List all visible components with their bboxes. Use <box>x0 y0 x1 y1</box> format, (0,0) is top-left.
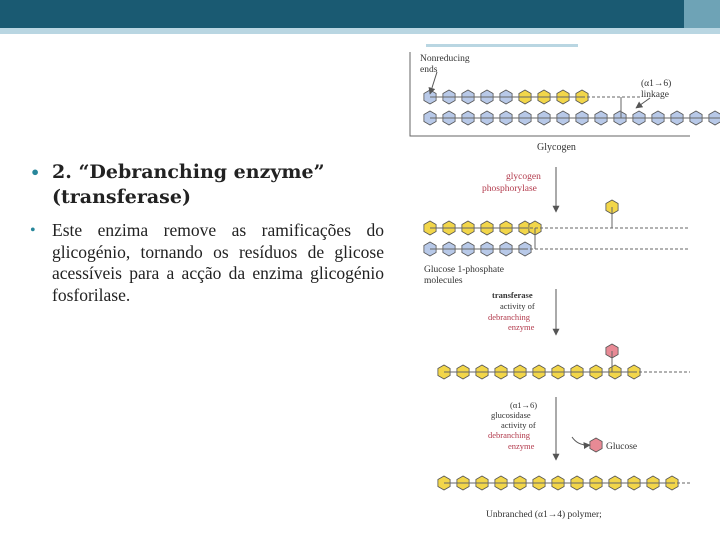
label-transferase-3: debranching <box>488 312 531 322</box>
glycogen-bracket <box>410 52 418 136</box>
arrow-nonreducing <box>430 72 437 94</box>
label-glucosidase-2: glucosidase <box>491 410 531 420</box>
label-glycogen: Glycogen <box>537 142 576 153</box>
label-unbranched: Unbranched (α1→4) polymer; <box>486 510 602 520</box>
bullet-text-1: 2. “Debranching enzyme” (transferase) <box>52 161 325 208</box>
label-glucose: Glucose <box>606 442 638 452</box>
label-transferase: transferase <box>492 290 533 300</box>
label-linkage: (α1→6) <box>641 79 672 89</box>
free-glucose-residue <box>590 438 602 452</box>
label-g1p-2: molecules <box>424 276 463 286</box>
diagram-top-rule <box>426 44 578 47</box>
label-nonreducing: Nonreducing <box>420 54 470 64</box>
bullet-marker: • <box>30 222 36 239</box>
label-glucosidase-5: enzyme <box>508 441 535 451</box>
label-phosphorylase: glycogen <box>506 172 541 182</box>
arrow-glucose <box>572 437 590 445</box>
label-g1p: Glucose 1-phosphate <box>424 265 504 275</box>
label-phosphorylase-2: phosphorylase <box>482 184 537 194</box>
label-linkage-2: linkage <box>641 90 669 100</box>
chain-layer <box>430 97 720 483</box>
label-transferase-2: activity of <box>500 301 535 311</box>
label-nonreducing-2: ends <box>420 65 438 75</box>
label-glucosidase-4: debranching <box>488 430 531 440</box>
bullet-marker: • <box>30 163 41 182</box>
label-glucosidase: (α1→6) <box>510 400 538 410</box>
bullet-text-2: Este enzima remove as ramificações do glicogénio, tornando os resíduos de glicose acessíveis para a acção da enzima glicogénio fosforilase. <box>52 220 384 305</box>
label-glucosidase-3: activity of <box>501 420 536 430</box>
label-transferase-4: enzyme <box>508 322 535 332</box>
